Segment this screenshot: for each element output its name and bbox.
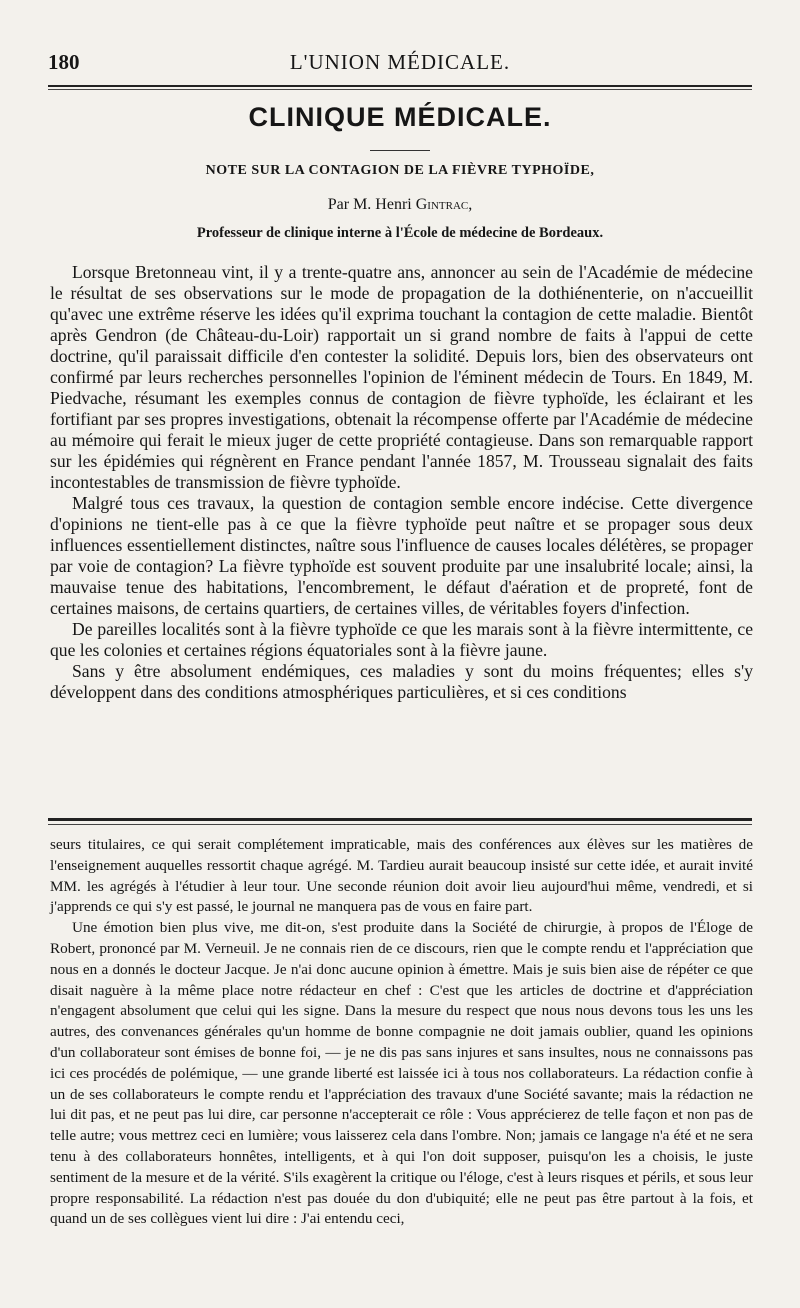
byline-prefix: Par M. Henri: [327, 196, 416, 213]
article-title: NOTE SUR LA CONTAGION DE LA FIÈVRE TYPHOÏDE,: [205, 163, 595, 178]
feuilleton-paragraph: seurs titulaires, ce qui serait complétement impraticable, mais des conférences aux élèves sur les matières de l'enseignement auquelles ressortit chaque agrégé. M. Tardieu aurait beaucoup insisté sur cette idée, et aurait invité MM. les agrégés à l'étudier à leur tour. Une seconde réunion doit avoir lieu aujourd'hui même, vendredi, et si j'apprends ce qui s'y est passé, le journal ne manquera pas de vous en faire part.: [50, 836, 753, 916]
article-paragraph: De pareilles localités sont à la fièvre typhoïde ce que les marais sont à la fièvre intermittente, ce que les colonies et certaines régions équatoriales sont à la fièvre jaune.: [50, 619, 753, 660]
feuilleton-body: [50, 835, 753, 1230]
byline-suffix: ,: [468, 196, 473, 213]
page-number: 180: [48, 50, 80, 74]
article-paragraph: Lorsque Bretonneau vint, il y a trente-quatre ans, annoncer au sein de l'Académie de médecine le résultat de ses observations sur le mode de propagation de la dothiénenterie, on n'accueillit qu'avec une extrême réserve les idées qu'il exprima touchant la contagion de cette maladie. Bientôt après Gendron (de Château-du-Loir) rapportait un si grand nombre de faits à l'appui de cette doctrine, qu'il paraissait difficile d'en contester la solidité. Depuis lors, bien des observateurs ont confirmé par leurs recherches personnelles l'opinion de l'éminent médecin de Tours. En 1849, M. Piedvache, résumant les exemples connus de contagion de fièvre typhoïde, les éclairant et les fortifiant par ses propres investigations, obtenait la récompense offerte par l'Académie de médecine au mémoire qui ferait le mieux juger de cette propriété contagieuse. Dans son remarquable rapport sur les épidémies qui régnèrent en France pendant l'année 1857, M. Trousseau signalait des faits incontestables de transmission de fièvre typhoïde.: [50, 262, 753, 492]
journal-title: L'UNION MÉDICALE.: [289, 50, 511, 74]
running-header: [48, 50, 752, 82]
header-rule: [48, 85, 752, 87]
article-body: [50, 262, 753, 703]
feuilleton-paragraph: Une émotion bien plus vive, me dit-on, s'est produite dans la Société de chirurgie, à propos de l'Éloge de Robert, prononcé par M. Verneuil. Je ne connais rien de ce discours, rien que le compte rendu et l'appréciation que nous en a donnés le docteur Jacque. Je n'ai donc aucune opinion à émettre. Mais je suis bien aise de répéter ce que disait naguère à la même place notre rédacteur en chef : C'est que les articles de doctrine et d'appréciation n'engagent absolument que celui qui les signe. Dans la mesure du respect que nous nous devons tous les uns les autres, des convenances générales qu'un homme de bonne compagnie ne doit jamais oublier, quand les opinions d'un collaborateur sont émises de bonne foi, — je ne dis pas sans injures et sans insultes, nous ne connaissons pas ici ces procédés de polémique, — une grande liberté est laissée ici à tous nos collaborateurs. La rédaction confie à un de ses collaborateurs le compte rendu et l'appréciation des travaux d'une Société savante; mais la rédaction ne lui dit pas, et ne peut pas lui dire, car personne n'accepterait ce rôle : Vous apprécierez de telle façon et non pas de telle autre; vous mettrez ceci en lumière; vous laisserez cela dans l'ombre. Non; jamais ce langage n'a été et ne sera tenu à des collaborateurs honnêtes, intelligents, et à qui l'on doit supposer, puisqu'on les a choisis, le juste sentiment de la mesure et de la vérité. S'ils exagèrent la critique ou l'éloge, c'est à leurs risques et périls, et sous leur propre responsabilité. La rédaction n'est pas douée du don d'ubiquité; elle ne peut pas être partout à la fois, et quand un de ses collègues vient lui dire : J'ai entendu ceci,: [50, 919, 753, 1228]
feuilleton-separator-thin: [48, 824, 752, 825]
article-paragraph: Sans y être absolument endémiques, ces maladies y sont du moins fréquentes; elles s'y développent dans des conditions atmosphériques particulières, et si ces conditions: [50, 661, 753, 702]
byline: [0, 196, 800, 214]
section-title: CLINIQUE MÉDICALE.: [248, 102, 552, 132]
author-affiliation: Professeur de clinique interne à l'École de médecine de Bordeaux.: [196, 225, 604, 241]
feuilleton-separator: [48, 818, 752, 821]
header-rule-thin: [48, 89, 752, 90]
title-divider: [370, 150, 430, 151]
article-paragraph: Malgré tous ces travaux, la question de contagion semble encore indécise. Cette divergence d'opinions ne tient-elle pas à ce que la fièvre typhoïde peut naître et se propager sous deux influences essentiellement distinctes, naître sous l'influence de causes locales délétères, se propager par voie de contagion? La fièvre typhoïde est souvent produite par une insalubrité locale; ainsi, la mauvaise tenue des habitations, l'encombrement, le défaut d'aération et de propreté, font de certaines maisons, de certains quartiers, de certaines villes, de véritables foyers d'infection.: [50, 493, 753, 618]
author-surname: Gintrac: [415, 196, 469, 213]
